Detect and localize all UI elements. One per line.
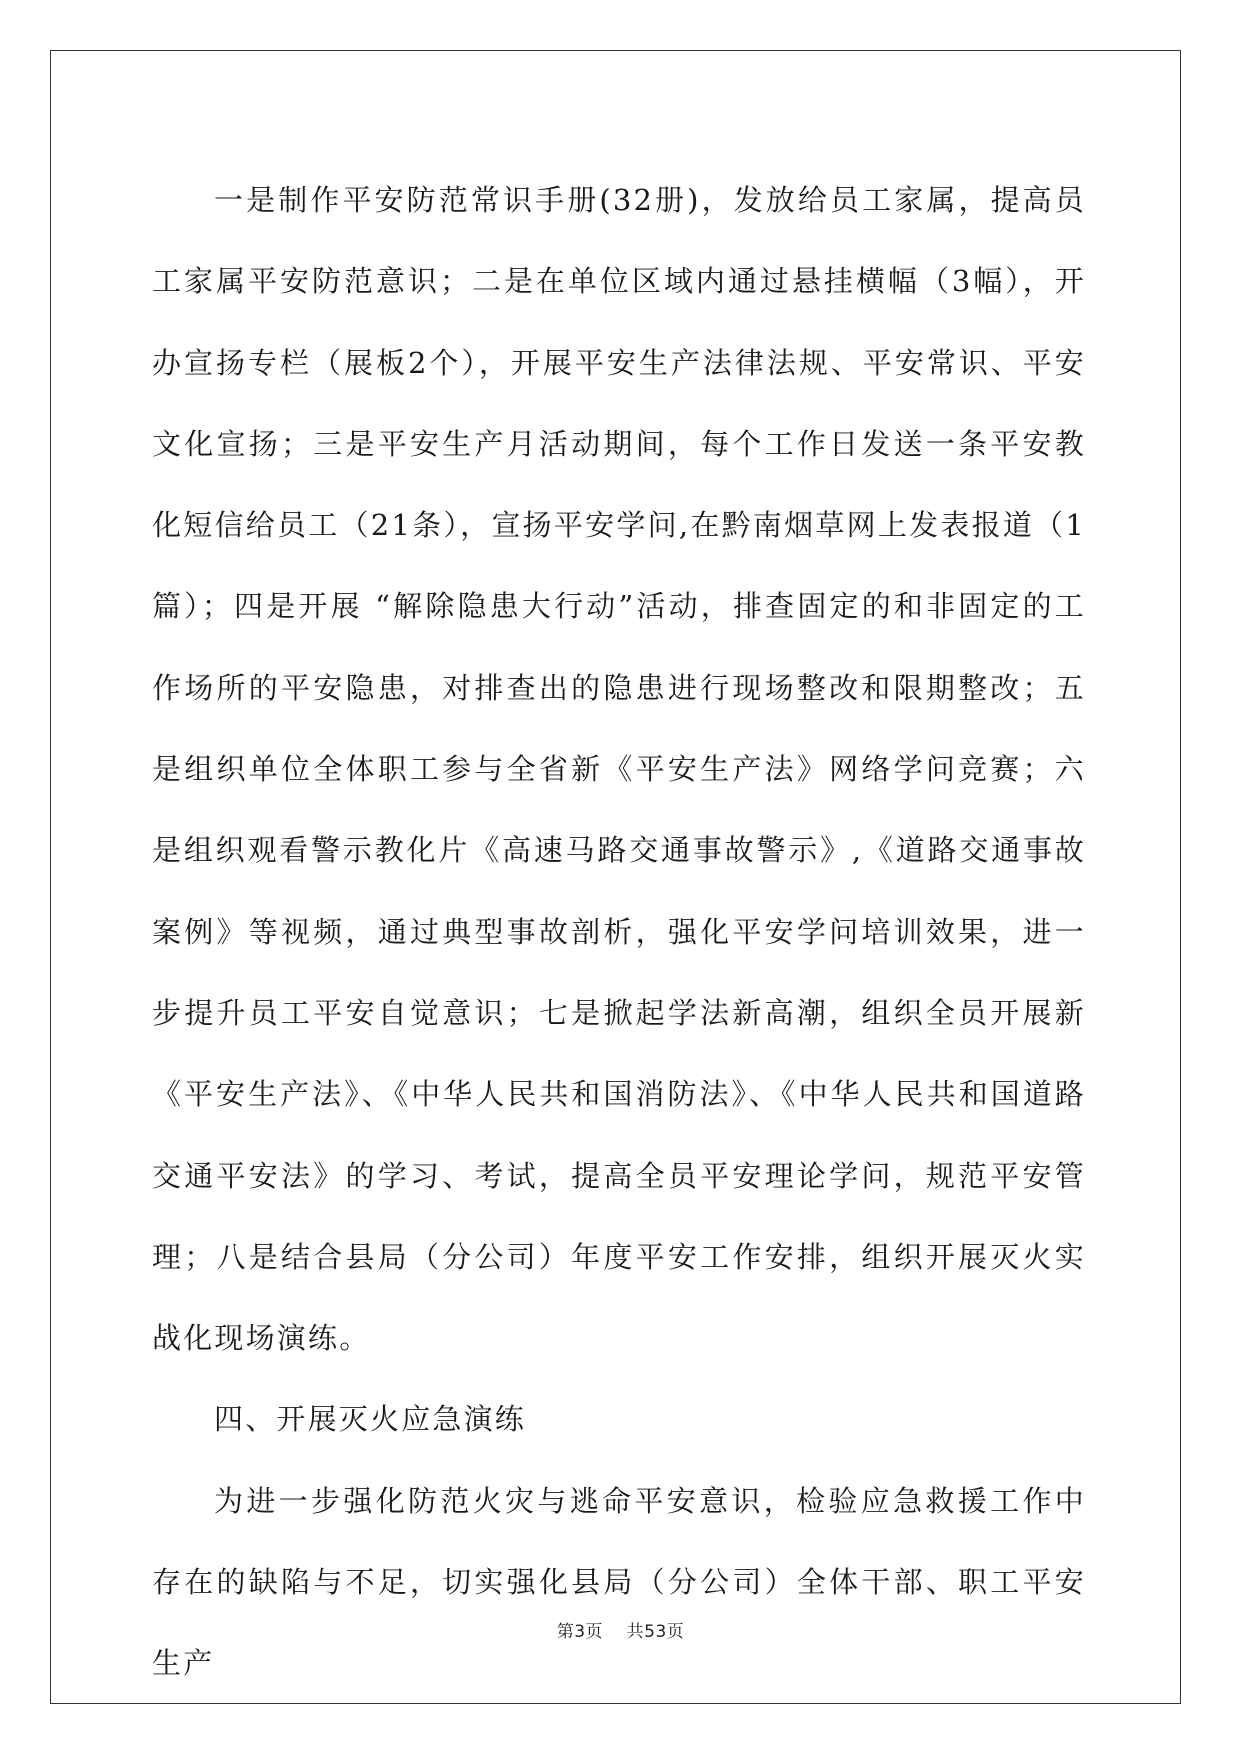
- paragraph-activities: 一是制作平安防范常识手册(32册)，发放给员工家属，提高员工家属平安防范意识；二是在单位区域内通过悬挂横幅（3幅），开办宣扬专栏（展板2个），开展平安生产法律法规、平安常识、平安文化宣扬；三是平安生产月活动期间，每个工作日发送一条平安教化短信给员工（21条），宣扬平安学问,在黔南烟草网上发表报道（1篇）；四是开展 “解除隐患大行动”活动，排查固定的和非固定的工作场所的平安隐患，对排查出的隐患进行现场整改和限期整改；五是组织单位全体职工参与全省新《平安生产法》网络学问竞赛；六是组织观看警示教化片《高速马路交通事故警示》,《道路交通事故案例》等视频，通过典型事故剖析，强化平安学问培训效果，进一步提升员工平安自觉意识；七是掀起学法新高潮，组织全员开展新《平安生产法》、《中华人民共和国消防法》、《中华人民共和国道路交通平安法》的学习、考试，提高全员平安理论学问，规范平安管理；八是结合县局（分公司）年度平安工作安排，组织开展灭火实战化现场演练。: [152, 183, 1086, 1356]
- page-footer: [0, 1617, 1241, 1642]
- section-heading-fire-drill: 四、开展灭火应急演练: [214, 1402, 527, 1437]
- page-number: 第3页: [556, 1622, 604, 1642]
- total-pages: 共53页: [626, 1622, 685, 1642]
- paragraph-fire-drill: 为进一步强化防范火灾与逃命平安意识，检验应急救援工作中存在的缺陷与不足，切实强化县局（分公司）全体干部、职工平安生产: [152, 1483, 1086, 1681]
- document-body: [152, 160, 1086, 1705]
